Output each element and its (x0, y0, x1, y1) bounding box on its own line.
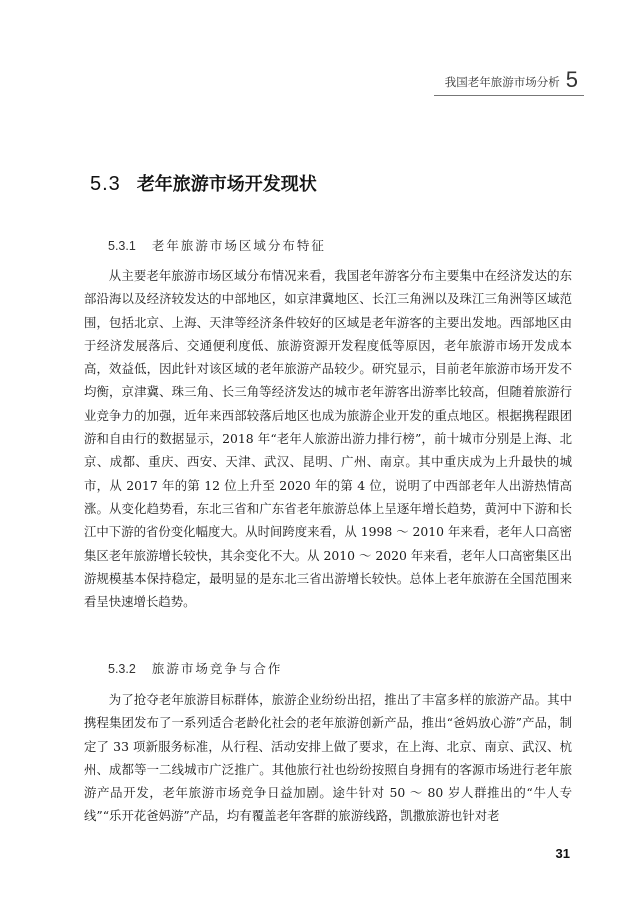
running-header-title: 我国老年旅游市场分析 (444, 75, 560, 89)
subsection-number: 5.3.1 (108, 239, 136, 253)
subsection-heading-2 (108, 659, 282, 677)
subsection-title: 老年旅游市场区域分布特征 (151, 238, 326, 253)
subsection-number: 5.3.2 (108, 662, 136, 676)
section-title: 老年旅游市场开发现状 (136, 174, 317, 195)
running-header-chapter-number: 5 (565, 67, 578, 92)
section-heading (90, 170, 317, 196)
body-paragraph-1: 从主要老年旅游市场区域分布情况来看，我国老年游客分布主要集中在经济发达的东部沿海以及经济较发达的中部地区，如京津冀地区、长江三角洲以及珠江三角洲等区域范围，包括北京、上海、天津等经济条件较好的区域是老年游客的主要出发地。西部地区由于经济发展落后、交通便利度低、旅游资源开发程度低等原因，老年旅游市场开发成本高，效益低，因此针对该区域的老年旅游产品较少。研究显示，目前老年旅游市场开发不均衡，京津冀、珠三角、长三角等经济发达的城市老年游客出游率比较高，但随着旅游行业竞争力的加强，近年来西部较落后地区也成为旅游企业开发的重点地区。根据携程跟团游和自由行的数据显示，2018 年“老年人旅游出游力排行榜”，前十城市分别是上海、北京、成都、重庆、西安、天津、武汉、昆明、广州、南京。其中重庆成为上升最快的城市，从 2017 年的第 12 位上升至 2020 年的第 4 位，说明了中西部老年人出游热情高涨。从变化趋势看，东北三省和广东省老年旅游总体上呈逐年增长趋势，黄河中下游和长江中下游的省份变化幅度大。从时间跨度来看，从 1998 ～ 2010 年来看，老年人口高密集区老年旅游增长较快，其余变化不大。从 2010 ～ 2020 年来看，老年人口高密集区出游规模基本保持稳定，最明显的是东北三省出游增长较快。总体上老年旅游在全国范围来看呈快速增长趋势。 (84, 268, 572, 610)
subsection-title: 旅游市场竞争与合作 (151, 661, 283, 676)
running-header (444, 67, 578, 92)
header-divider (434, 95, 584, 96)
body-paragraph-2: 为了抢夺老年旅游目标群体，旅游企业纷纷出招，推出了丰富多样的旅游产品。其中携程集团发布了一系列适合老龄化社会的老年旅游创新产品，推出“爸妈放心游”产品，制定了 33 项新服务标准，从行程、活动安排上做了要求，在上海、北京、南京、武汉、杭州、成都等一二线城市广泛推广。其他旅行社也纷纷按照自身拥有的客源市场进行老年旅游产品开发，老年旅游市场竞争日益加剧。途牛针对 50 ～ 80 岁人群推出的“牛人专线”“乐开花爸妈游”产品，均有覆盖老年客群的旅游线路，凯撒旅游也针对老 (84, 692, 572, 824)
subsection-heading-1 (108, 236, 326, 254)
page-number: 31 (555, 846, 570, 861)
section-number: 5.3 (90, 173, 121, 195)
